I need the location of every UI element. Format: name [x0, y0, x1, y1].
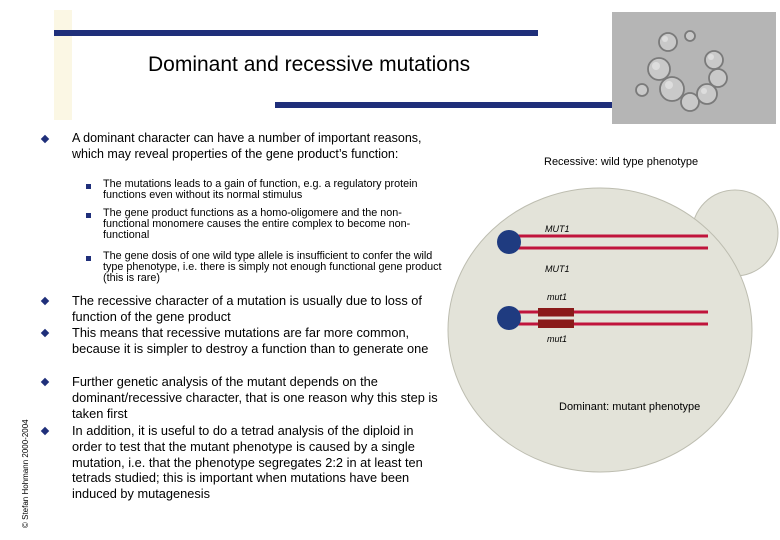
allele-label: mut1 — [547, 334, 568, 344]
bullet-marker — [41, 378, 49, 386]
sub-bullet-text: The gene dosis of one wild type allele is insufficient to confer the wild type phenotype, i.e. there is simply not enough functional gene product (this is rare) — [103, 250, 442, 285]
allele-label: mut1 — [547, 292, 568, 302]
sub-bullet-marker — [86, 256, 91, 261]
sub-bullet-marker — [86, 184, 91, 189]
centromere — [497, 230, 521, 254]
sub-bullet-text: The mutations leads to a gain of function, e.g. a regulatory protein functions even without its normal stimulus — [103, 178, 418, 202]
accent-line-top — [54, 30, 538, 36]
bullet-text: The recessive character of a mutation is usually due to loss of function of the gene product — [72, 293, 422, 324]
bullet-text: A dominant character can have a number of important reasons, which may reveal properties of the gene product’s function: — [72, 131, 422, 161]
bullet-text: This means that recessive mutations are far more common, because it is simpler to destroy a function than to generate one — [72, 325, 429, 356]
diploid-cell-diagram — [440, 130, 780, 530]
bullet-marker — [41, 297, 49, 305]
allele-label: MUT1 — [545, 264, 570, 274]
bullet-marker — [41, 329, 49, 337]
sub-bullet-text: The gene product functions as a homo-oligomere and the non-functional monomere causes the entire complex to become non-functional — [103, 207, 411, 242]
sub-bullet-marker — [86, 213, 91, 218]
mother-cell — [448, 188, 752, 472]
bullet-marker — [41, 427, 49, 435]
centromere — [497, 306, 521, 330]
recessive-label: Recessive: wild type phenotype — [544, 156, 699, 168]
bullet-marker — [41, 135, 49, 143]
bullet-text: In addition, it is useful to do a tetrad analysis of the diploid in order to test that the mutant phenotype is caused by a single mutation, i.e. that the phenotype segregates 2:2 in at least ten tetrads studied; this is important when mutations have been induced by mutagenesis — [72, 423, 423, 502]
slide-title: Dominant and recessive mutations — [148, 53, 471, 76]
accent-bar-vertical — [54, 10, 72, 120]
copyright-text: © Stefan Hohmann 2000-2004 — [21, 419, 30, 528]
allele-label: MUT1 — [545, 224, 570, 234]
yeast-cells-photo — [612, 12, 776, 124]
dominant-label: Dominant: mutant phenotype — [559, 401, 701, 413]
bullet-text: Further genetic analysis of the mutant depends on the dominant/recessive character, that is one reason why this step is taken first — [72, 374, 438, 421]
